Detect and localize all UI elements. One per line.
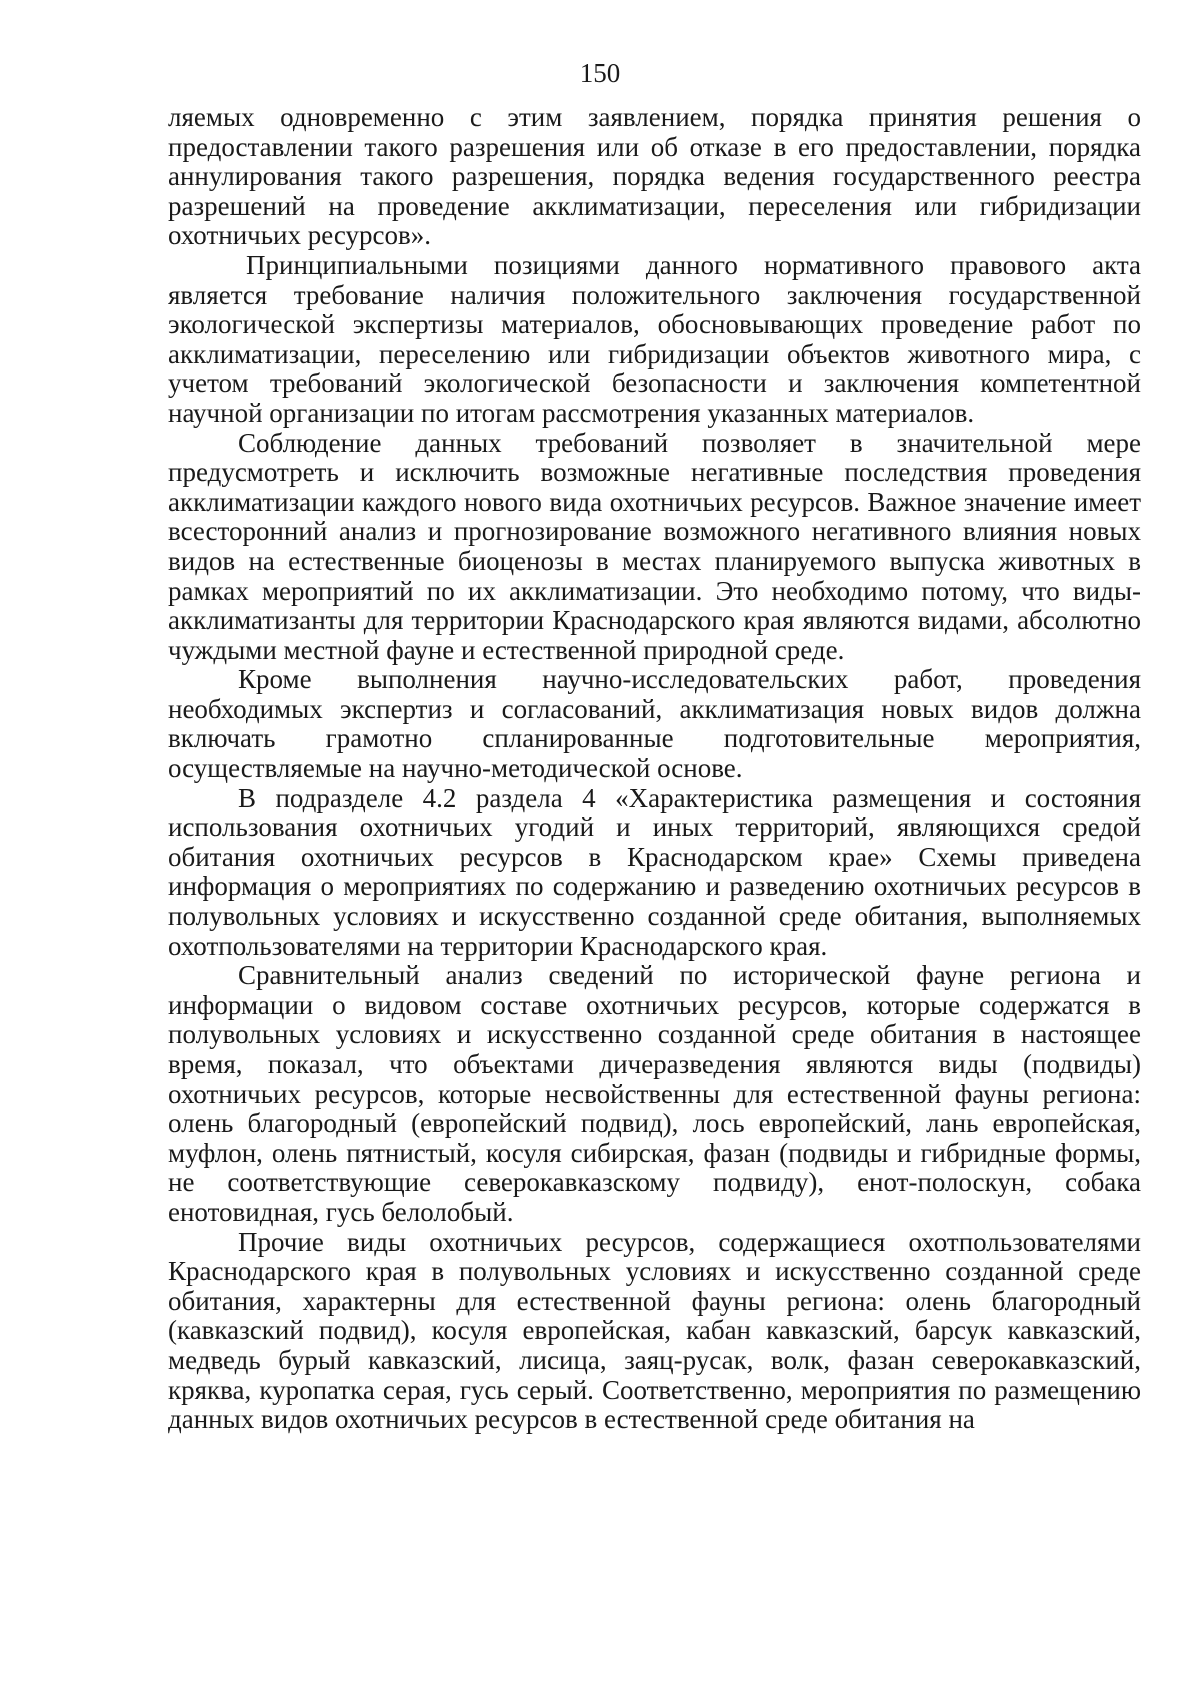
page-number: 150: [579, 58, 621, 88]
paragraph-5: В подразделе 4.2 раздела 4 «Характеристика размещения и состояния использования охотничьих угодий и иных территорий, являющихся средой обитания охотничьих ресурсов в Краснодарском крае» Схемы приведена информация о мероприятиях по содержанию и разведению охотничьих ресурсов в полувольных условиях и искусственно созданной среде обитания, выполняемых охотпользователями на территории Краснодарского края.: [168, 782, 1141, 961]
paragraph-7: Прочие виды охотничьих ресурсов, содержащиеся охотпользователями Краснодарского края в полувольных условиях и искусственно созданной среде обитания, характерны для естественной фауны региона: олень благородный (кавказский подвид), косуля европейская, кабан кавказский, барсук кавказский, медведь бурый кавказский, лисица, заяц-русак, волк, фазан северокавказский, кряква, куропатка серая, гусь серый. Соответственно, мероприятия по размещению данных видов охотничьих ресурсов в естественной среде обитания на: [168, 1226, 1141, 1435]
paragraph-4: Кроме выполнения научно-исследовательских работ, проведения необходимых экспертиз и согласований, акклиматизация новых видов должна включать грамотно спланированные подготовительные мероприятия, осуществляемые на научно-методической основе.: [168, 664, 1141, 784]
paragraph-3: Соблюдение данных требований позволяет в значительной мере предусмотреть и исключить возможные негативные последствия проведения акклиматизации каждого нового вида охотничьих ресурсов. Важное значение имеет всесторонний анализ и прогнозирование возможного негативного влияния новых видов на естественные биоценозы в местах планируемого выпуска животных в рамках мероприятий по их акклиматизации. Это необходимо потому, что виды-акклиматизанты для территории Краснодарского края являются видами, абсолютно чуждыми местной фауне и естественной природной среде.: [168, 427, 1141, 665]
paragraph-2: Принципиальными позициями данного нормативного правового акта является требование наличия положительного заключения государственной экологической экспертизы материалов, обосновывающих проведение работ по акклиматизации, переселению или гибридизации объектов животного мира, с учетом требований экологической безопасности и заключения компетентной научной организации по итогам рассмотрения указанных материалов.: [168, 249, 1141, 428]
body-text: [168, 103, 1141, 1435]
paragraph-1: ляемых одновременно с этим заявлением, порядка принятия решения о предоставлении такого разрешения или об отказе в его предоставлении, порядка аннулирования такого разрешения, порядка ведения государственного реестра разрешений на проведение акклиматизации, переселения или гибридизации охотничьих ресурсов».: [168, 102, 1141, 251]
paragraph-6: Сравнительный анализ сведений по исторической фауне региона и информации о видовом составе охотничьих ресурсов, которые содержатся в полувольных условиях и искусственно созданной среде обитания в настоящее время, показал, что объектами дичеразведения являются виды (подвиды) охотничьих ресурсов, которые несвойственны для естественной фауны региона: олень благородный (европейский подвид), лось европейский, лань европейская, муфлон, олень пятнистый, косуля сибирская, фазан (подвиды и гибридные формы, не соответствующие северокавказскому подвиду), енот-полоскун, собака енотовидная, гусь белолобый.: [168, 960, 1141, 1227]
